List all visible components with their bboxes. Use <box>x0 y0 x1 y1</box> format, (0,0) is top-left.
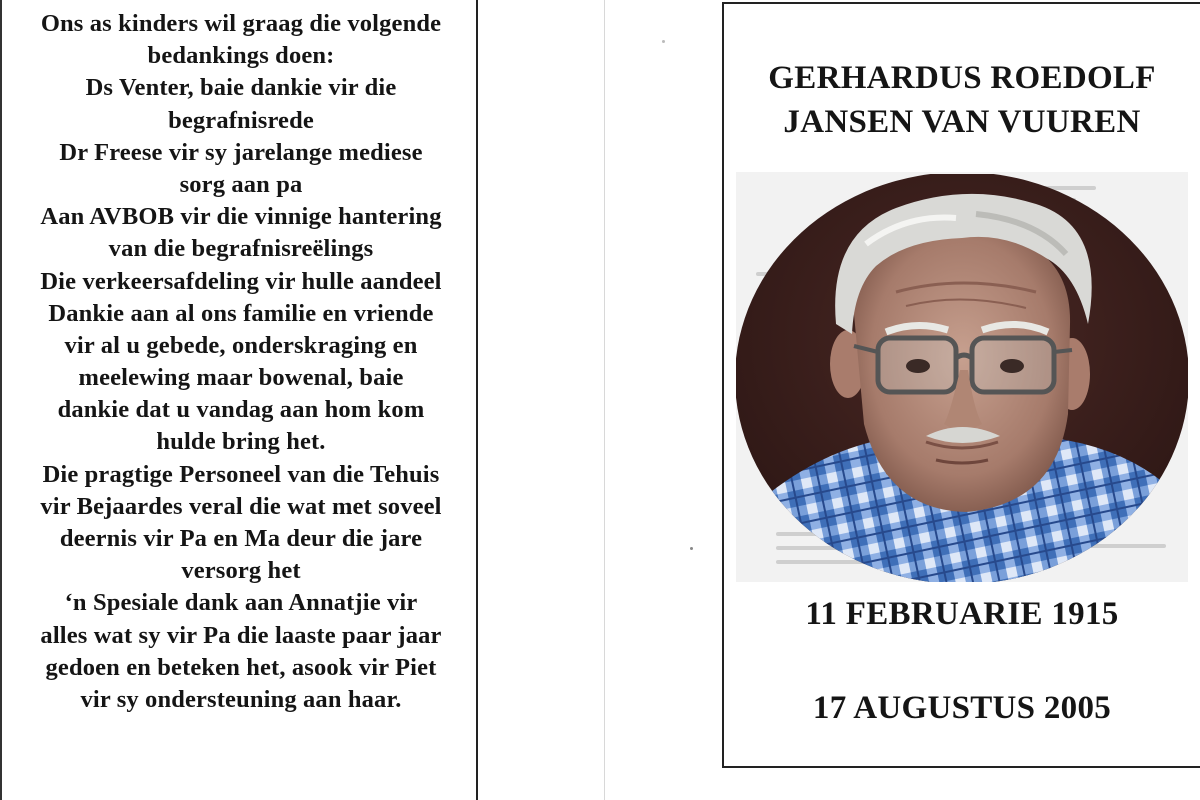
paper-speck <box>662 40 665 43</box>
portrait-photo <box>736 174 1188 582</box>
thanks-line: Aan AVBOB vir die vinnige hantering <box>40 203 442 231</box>
deceased-name <box>724 56 1200 144</box>
thanks-line: versorg het <box>181 557 301 585</box>
thanks-line: ‘n Spesiale dank aan Annatjie vir <box>64 589 418 617</box>
thanks-line: meelewing maar bowenal, baie <box>78 364 404 392</box>
thanks-line: vir al u gebede, onderskraging en <box>64 331 418 359</box>
name-line-1: GERHARDUS ROEDOLF <box>768 60 1156 96</box>
thanks-panel <box>0 0 478 800</box>
thanks-text <box>2 8 480 716</box>
thanks-line: Ds Venter, baie dankie vir die <box>85 74 397 102</box>
thanks-line: sorg aan pa <box>179 170 303 198</box>
thanks-line: bedankings doen: <box>147 42 335 70</box>
thanks-line: Die verkeersafdeling vir hulle aandeel <box>40 267 442 295</box>
thanks-line: van die begrafnisreëlings <box>108 235 374 263</box>
birth-date: 11 FEBRUARIE 1915 <box>805 596 1119 632</box>
memorial-card-front <box>722 2 1200 768</box>
thanks-line: Dr Freese vir sy jarelange mediese <box>59 138 423 166</box>
cut-off-text-strip <box>152 0 422 4</box>
fold-line <box>604 0 605 800</box>
thanks-line: vir sy ondersteuning aan haar. <box>80 685 402 713</box>
paper-speck <box>690 547 693 550</box>
thanks-line: begrafnisrede <box>168 106 314 134</box>
thanks-line: gedoen en beteken het, asook vir Piet <box>45 653 437 681</box>
thanks-line: Ons as kinders wil graag die volgende <box>40 10 442 37</box>
name-line-2: JANSEN VAN VUUREN <box>783 104 1141 140</box>
thanks-line: dankie dat u vandag aan hom kom <box>57 396 425 424</box>
thanks-line: vir Bejaardes veral die wat met soveel <box>40 492 442 520</box>
thanks-line: Die pragtige Personeel van die Tehuis <box>42 460 440 488</box>
thanks-line: hulde bring het. <box>156 428 326 456</box>
thanks-line: Dankie aan al ons familie en vriende <box>48 299 434 327</box>
death-date: 17 AUGUSTUS 2005 <box>812 690 1112 726</box>
thanks-line: deernis vir Pa en Ma deur die jare <box>59 525 423 552</box>
thanks-line: alles wat sy vir Pa die laaste paar jaar <box>40 621 442 649</box>
